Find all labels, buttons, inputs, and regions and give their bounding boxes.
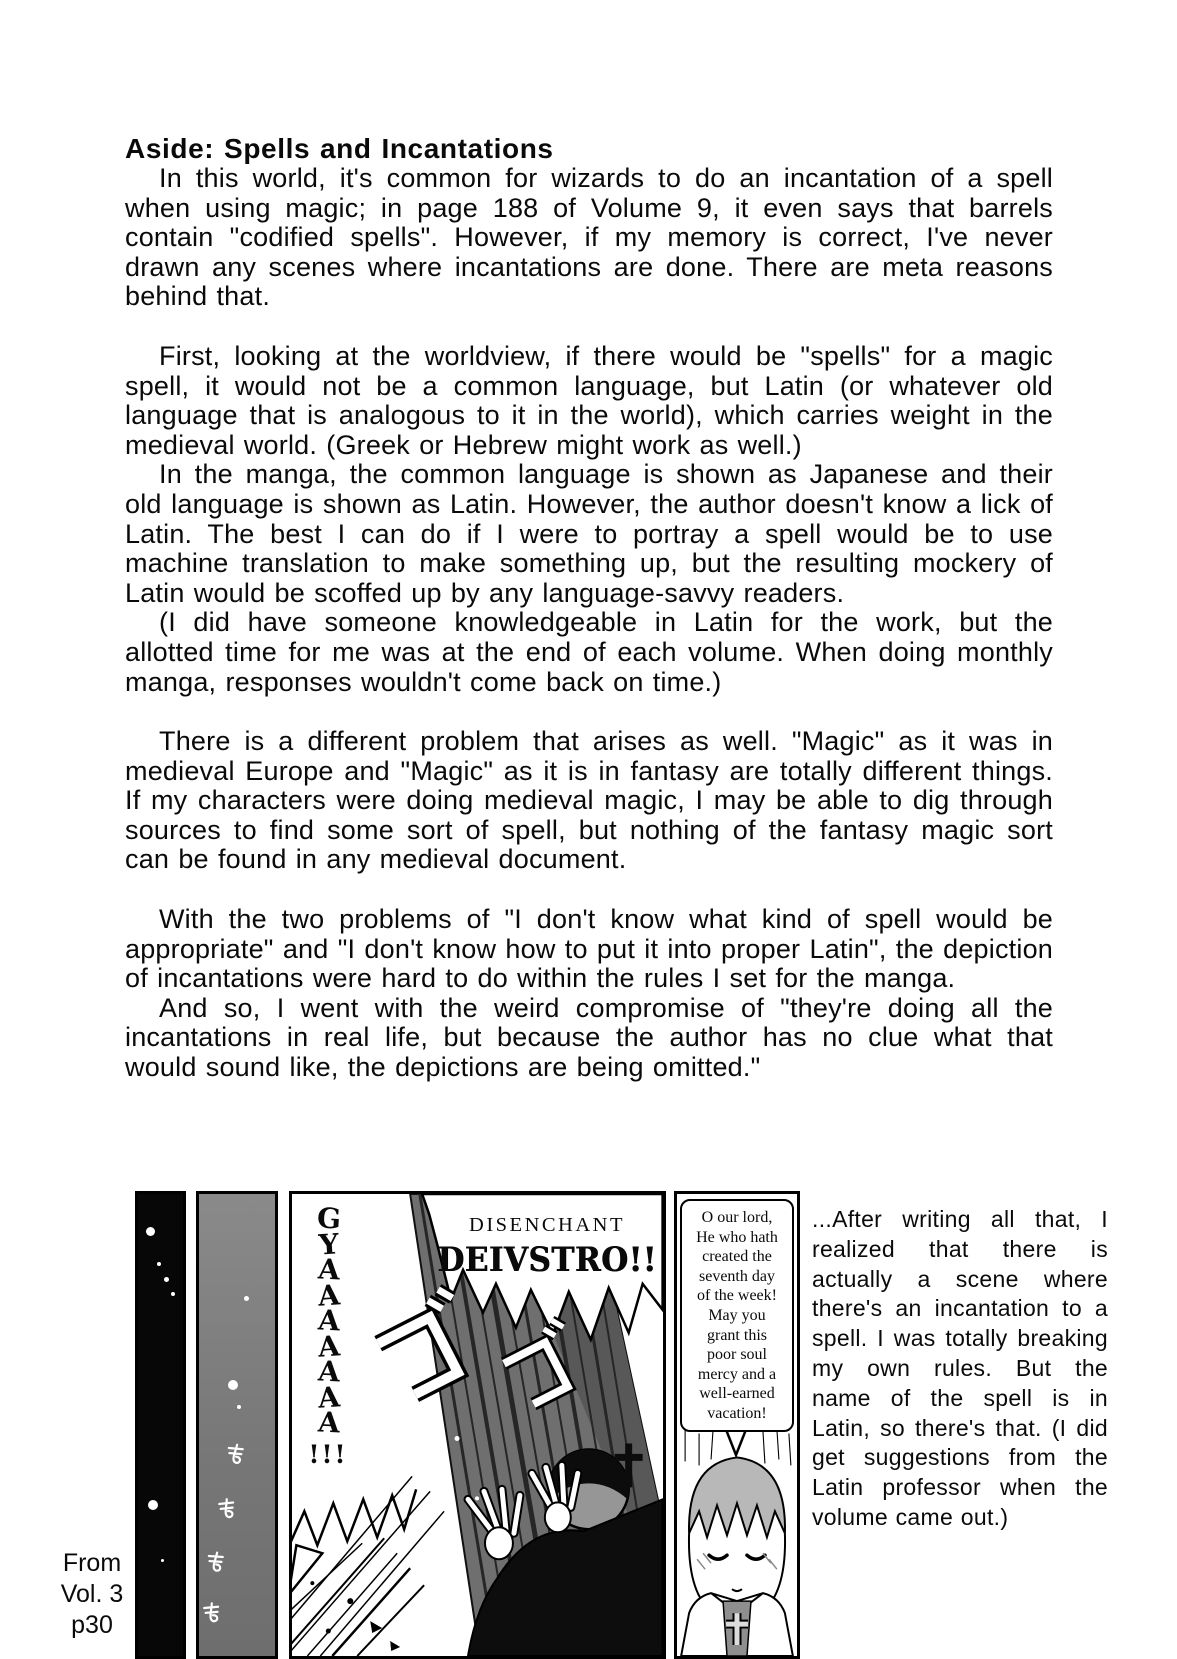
speed-lines: [292, 1476, 444, 1656]
source-caption: From Vol. 3 p30: [60, 1549, 124, 1639]
panel-priest: [674, 1191, 800, 1659]
scream-text: G Y A A A A A A A: [316, 1201, 342, 1440]
margin-note: ...After writing all that, I realized that there is actually a scene where there's an incantation to a spell. I was totally breaking my own rules. But the name of the spell is in Latin, so there's that. (I did get suggestions from the Latin professor when the volume came out.): [812, 1206, 1108, 1530]
spell-translation: DISENCHANT: [469, 1214, 625, 1236]
paragraph: In this world, it's common for wizards to do an incantation of a spell when using magic; in page 188 of Volume 9, it even says that barrels contain "codified spells". However, if my memory is correct, I've never drawn any scenes where incantations are done. There are meta reasons behind that.: [125, 163, 1053, 312]
panel-starfield-gray: [196, 1191, 278, 1659]
page-title: Aside: Spells and Incantations: [125, 133, 554, 164]
speech-bubble: O our lord, He who hath created the seventh day of the week! May you grant this poor soul mercy and a well-earned vacation!: [680, 1199, 794, 1432]
scream-exclaim: !!!: [308, 1440, 348, 1469]
article: [125, 134, 1053, 1083]
paragraph: And so, I went with the weird compromise of "they're doing all the incantations in real life, but because the author has no clue what that would sound like, the depictions are being omitted.": [125, 992, 1053, 1083]
panel-spellcast: [289, 1191, 666, 1659]
star-dot: [161, 1559, 164, 1562]
star-dot: [146, 1227, 155, 1236]
paragraph: First, looking at the worldview, if there would be "spells" for a magic spell, it would not be a common language, but Latin (or whatever old language that is analogous to it in the world), which carries weight in the medieval world. (Greek or Hebrew might work as well.): [125, 340, 1053, 460]
star-dot: [171, 1292, 175, 1296]
paragraph: There is a different problem that arises as well. "Magic" as it was in medieval Europe and "Magic" as it is in fantasy are totally different things. If my characters were doing medieval magic, I may be able to dig through sources to find some sort of spell, but nothing of the fantasy magic sort can be found in any medieval document.: [125, 726, 1053, 875]
scream-bubble-edge: [292, 1489, 416, 1547]
manga-strip: [0, 1191, 1177, 1659]
star-dot: [148, 1500, 158, 1510]
panel-starfield-black: [135, 1191, 186, 1659]
priest-figure: [681, 1457, 793, 1656]
star-dot: [164, 1277, 169, 1282]
star-dot: [157, 1262, 161, 1266]
paragraph: (I did have someone knowledgeable in Latin for the work, but the allotted time for me was at the end of each volume. When doing monthly manga, responses wouldn't come back on time.): [125, 607, 1053, 697]
spell-incantation: DEIVSTRO!!: [437, 1240, 657, 1280]
paragraph: With the two problems of "I don't know what kind of spell would be appropriate" and "I don't know how to put it into proper Latin", the depiction of incantations were hard to do within the rules I set for the manga.: [125, 904, 1053, 994]
paragraph: In the manga, the common language is shown as Japanese and their old language is shown as Latin. However, the author doesn't know a lick of Latin. The best I can do if I were to portray a spell would be to use machine translation to make something up, but the resulting mockery of Latin would be scoffed up by any language-savvy readers.: [125, 459, 1053, 608]
sfx-hiragana-a-column: [199, 1194, 275, 1656]
